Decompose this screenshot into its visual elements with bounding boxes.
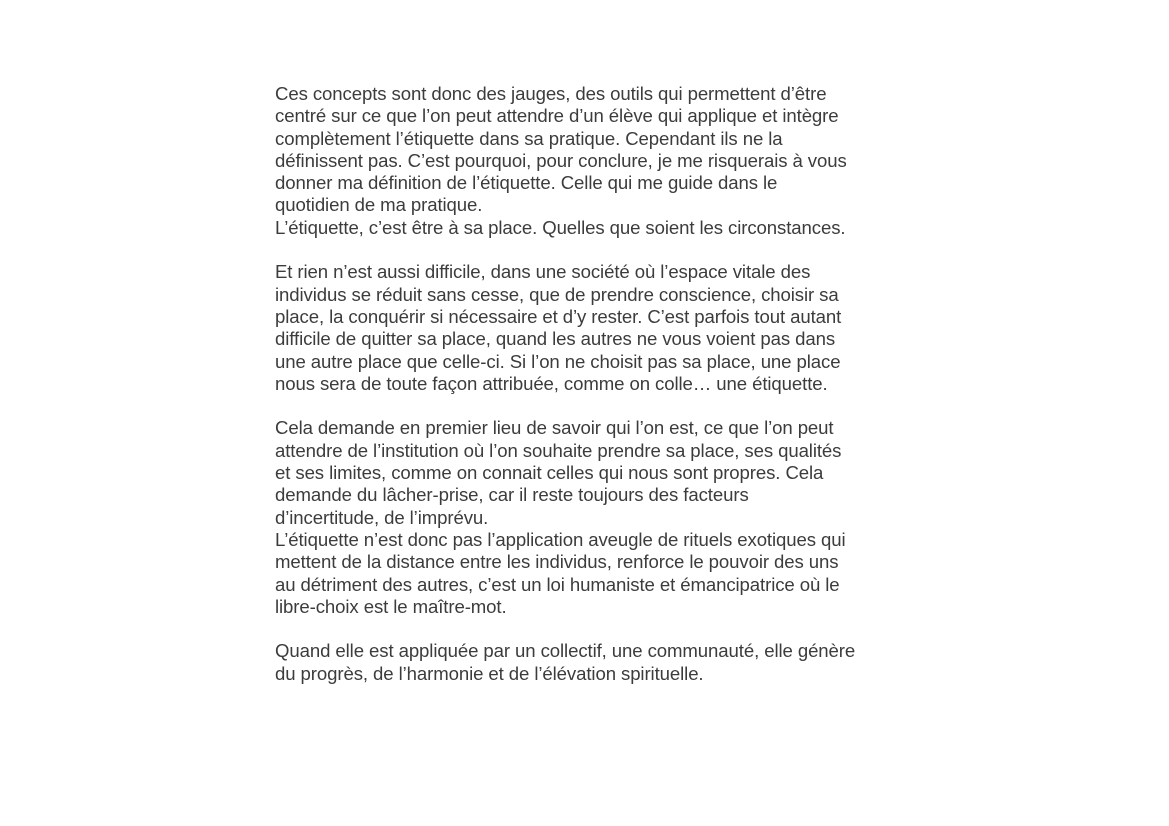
text-line: Cela demande en premier lieu de savoir qui l’on est, ce que l’on peut — [275, 417, 834, 439]
text-line: Et rien n’est aussi difficile, dans une société où l’espace vitale des — [275, 261, 811, 283]
paragraph-collective — [275, 640, 905, 685]
body-text — [275, 83, 905, 685]
text-line: difficile de quitter sa place, quand les autres ne vous voient pas dans — [275, 328, 836, 350]
paragraph-gap — [275, 395, 905, 417]
text-line: L’étiquette n’est donc pas l’application aveugle de rituels exotiques qui — [275, 528, 846, 550]
text-line: place, la conquérir si nécessaire et d’y rester. C’est parfois tout autant — [275, 305, 842, 327]
text-line: attendre de l’institution où l’on souhaite prendre sa place, ses qualités — [275, 439, 842, 461]
paragraph-knowing — [275, 417, 905, 528]
text-line: mettent de la distance entre les individus, renforce le pouvoir des uns — [275, 551, 839, 573]
text-line: donner ma définition de l’étiquette. Celle qui me guide dans le — [275, 172, 778, 194]
text-line: individus se réduit sans cesse, que de prendre conscience, choisir sa — [275, 283, 839, 305]
text-line: L’étiquette, c’est être à sa place. Quelles que soient les circonstances. — [275, 216, 846, 238]
paragraph-concepts — [275, 83, 905, 217]
text-line: centré sur ce que l’on peut attendre d’un élève qui applique et intègre — [275, 105, 839, 127]
text-line: libre-choix est le maître-mot. — [275, 595, 507, 617]
text-line: quotidien de ma pratique. — [275, 194, 483, 216]
paragraph-humanist — [275, 529, 905, 618]
text-line: complètement l’étiquette dans sa pratique. Cependant ils ne la — [275, 127, 783, 149]
text-line: du progrès, de l’harmonie et de l’élévation spirituelle. — [275, 662, 704, 684]
text-line: nous sera de toute façon attribuée, comme on colle… une étiquette. — [275, 372, 828, 394]
text-line: et ses limites, comme on connait celles qui nous sont propres. Cela — [275, 462, 824, 484]
paragraph-gap — [275, 239, 905, 261]
text-line: au détriment des autres, c’est un loi humaniste et émancipatrice où le — [275, 573, 840, 595]
text-line: Ces concepts sont donc des jauges, des outils qui permettent d’être — [275, 83, 827, 104]
paragraph-difficulty — [275, 261, 905, 395]
paragraph-gap — [275, 618, 905, 640]
paragraph-definition — [275, 217, 905, 239]
text-line: d’incertitude, de l’imprévu. — [275, 506, 489, 528]
text-line: une autre place que celle-ci. Si l’on ne choisit pas sa place, une place — [275, 350, 841, 372]
text-line: Quand elle est appliquée par un collectif, une communauté, elle génère — [275, 640, 856, 662]
text-line: définissent pas. C’est pourquoi, pour conclure, je me risquerais à vous — [275, 149, 847, 171]
text-line: demande du lâcher-prise, car il reste toujours des facteurs — [275, 484, 749, 506]
